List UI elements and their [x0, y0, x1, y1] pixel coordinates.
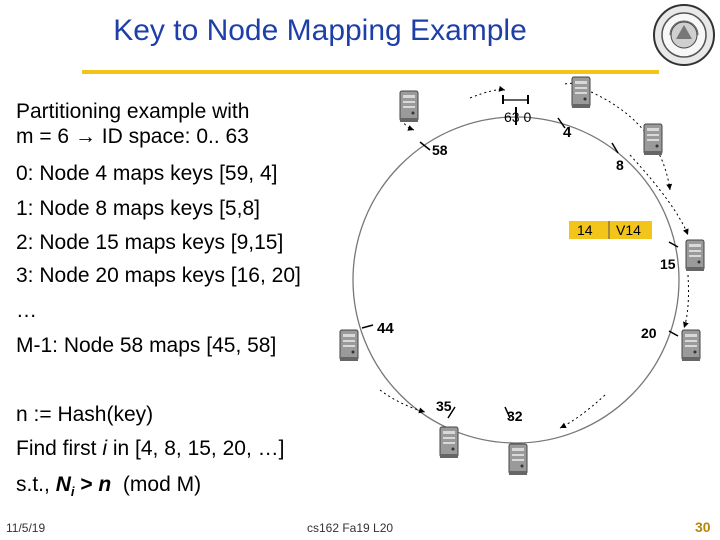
line-find: Find first i in [4, 8, 15, 20, …] [16, 437, 285, 460]
server-icon-node8 [644, 124, 662, 155]
footer-date: 11/5/19 [6, 521, 46, 535]
line-partition-intro: Partitioning example with [16, 100, 250, 123]
ring-label-8: 8 [616, 157, 624, 173]
server-icon-node4 [572, 77, 590, 108]
server-icon-node35 [440, 427, 458, 458]
ring-label-15: 15 [660, 256, 676, 272]
page-number: 30 [695, 519, 711, 535]
line-node8: 1: Node 8 maps keys [5,8] [16, 197, 260, 220]
page-title: Key to Node Mapping Example [113, 14, 527, 47]
value-label-v14: V14 [616, 222, 641, 238]
server-icon-node20 [682, 330, 700, 361]
ring-label-20: 20 [641, 325, 657, 341]
line-node58: M-1: Node 58 maps [45, 58] [16, 334, 277, 357]
line-id-space: m = 6 → ID space: 0.. 63 [16, 125, 249, 148]
server-icon-node15 [686, 240, 704, 271]
server-icon-node44 [340, 330, 358, 361]
line-node20: 3: Node 20 maps keys [16, 20] [16, 264, 301, 287]
hash-ring [353, 117, 679, 443]
footer-course: cs162 Fa19 L20 [307, 521, 394, 535]
server-icon-node58 [400, 91, 418, 122]
ring-label-top: 63 0 [504, 109, 532, 125]
ring-label-44: 44 [377, 320, 394, 337]
line-hash: n := Hash(key) [16, 403, 154, 426]
line-ellipsis: … [16, 299, 37, 322]
server-icon-node32 [509, 444, 527, 475]
ring-label-58: 58 [432, 142, 448, 158]
line-node4: 0: Node 4 maps keys [59, 4] [16, 162, 278, 185]
ring-label-4: 4 [563, 124, 572, 141]
line-condition: s.t., $N_i > n$ (mod M) [16, 473, 202, 500]
ring-label-32: 32 [507, 408, 523, 424]
key-label-14: 14 [577, 222, 593, 238]
ring-label-35: 35 [436, 398, 452, 414]
line-node15: 2: Node 15 maps keys [9,15] [16, 231, 284, 254]
